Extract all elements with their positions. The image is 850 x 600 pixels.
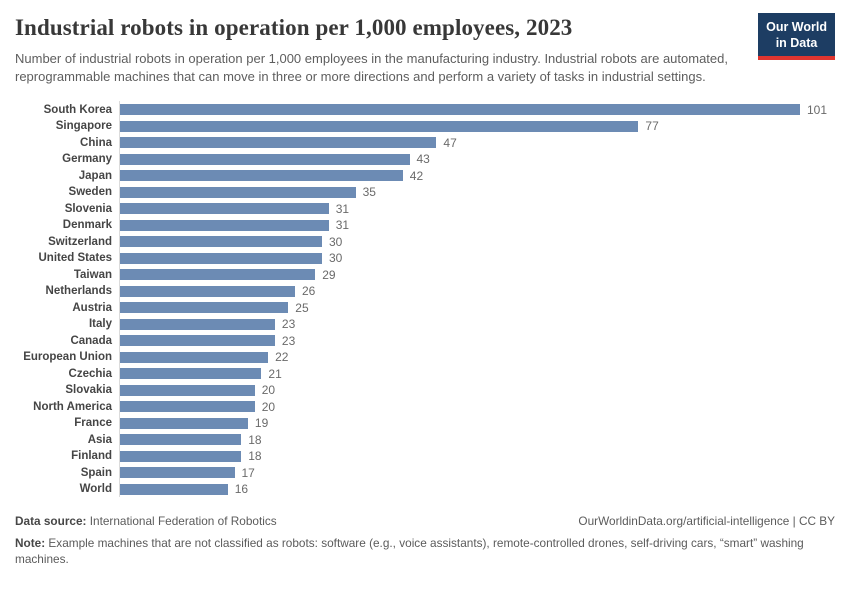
owid-logo-line1: Our World — [766, 20, 827, 34]
bar-area — [119, 398, 835, 415]
bar-area — [119, 266, 835, 283]
owid-logo[interactable] — [758, 13, 835, 60]
value-label: 17 — [241, 465, 255, 480]
value-label: 35 — [362, 185, 376, 200]
bar-area — [119, 365, 835, 382]
bar[interactable] — [120, 137, 436, 148]
category-label: Switzerland — [48, 235, 112, 248]
bar-row — [15, 464, 835, 481]
value-label: 29 — [322, 267, 336, 282]
bar-row — [15, 118, 835, 135]
bar-area — [119, 118, 835, 135]
value-label: 77 — [645, 119, 659, 134]
bar-row — [15, 316, 835, 333]
value-label: 22 — [275, 350, 289, 365]
category-label: Taiwan — [73, 268, 112, 281]
value-label: 101 — [807, 102, 828, 117]
bar-area — [119, 184, 835, 201]
bar[interactable] — [120, 121, 638, 132]
category-label: Asia — [87, 433, 112, 446]
bar-row — [15, 365, 835, 382]
bar[interactable] — [120, 467, 235, 478]
bar-row — [15, 134, 835, 151]
category-label: Italy — [88, 318, 112, 331]
bar-row — [15, 415, 835, 432]
owid-url-link[interactable]: OurWorldinData.org/artificial-intelligence | CC BY — [578, 514, 835, 529]
bar-row — [15, 151, 835, 168]
bar[interactable] — [120, 352, 268, 363]
bar-row — [15, 101, 835, 118]
category-label: Singapore — [55, 120, 112, 133]
category-label: China — [80, 136, 112, 149]
bar-row — [15, 299, 835, 316]
category-label: European Union — [23, 351, 112, 364]
bar-area — [119, 332, 835, 349]
footer-top — [15, 513, 835, 529]
bar[interactable] — [120, 401, 255, 412]
category-label: Spain — [80, 466, 112, 479]
category-label: Austria — [72, 301, 112, 314]
category-label: Finland — [71, 450, 112, 463]
bar[interactable] — [120, 451, 241, 462]
bar-area — [119, 299, 835, 316]
category-label: Netherlands — [45, 285, 112, 298]
value-label: 47 — [443, 135, 457, 150]
bar-row — [15, 349, 835, 366]
bar-row — [15, 184, 835, 201]
value-label: 42 — [409, 168, 424, 183]
bar[interactable] — [120, 319, 275, 330]
bar-area — [119, 481, 835, 498]
category-label: Slovenia — [64, 202, 112, 215]
bar-row — [15, 481, 835, 498]
value-label: 30 — [329, 234, 343, 249]
bar-row — [15, 233, 835, 250]
footer-note — [15, 535, 805, 568]
bar-area — [119, 167, 835, 184]
bar-row — [15, 283, 835, 300]
bar-area — [119, 250, 835, 267]
bar-area — [119, 431, 835, 448]
value-label: 23 — [281, 333, 296, 348]
bar-area — [119, 200, 835, 217]
category-label: Germany — [62, 153, 112, 166]
bar[interactable] — [120, 187, 356, 198]
value-label: 30 — [329, 251, 343, 266]
bar-row — [15, 200, 835, 217]
bar-row — [15, 398, 835, 415]
bar-area — [119, 283, 835, 300]
value-label: 26 — [302, 284, 316, 299]
value-label: 23 — [281, 317, 296, 332]
bar[interactable] — [120, 170, 403, 181]
note-label: Note: — [15, 535, 46, 550]
bar-row — [15, 332, 835, 349]
bar[interactable] — [120, 434, 241, 445]
category-label: Denmark — [62, 219, 112, 232]
bar[interactable] — [120, 484, 228, 495]
page-title: Industrial robots in operation per 1,000 employees, 2023 — [15, 15, 573, 40]
bar-row — [15, 250, 835, 267]
bar[interactable] — [120, 368, 261, 379]
bar[interactable] — [120, 269, 315, 280]
bar-row — [15, 266, 835, 283]
bar[interactable] — [120, 418, 248, 429]
bar-area — [119, 382, 835, 399]
owid-logo-line2: in Data — [775, 35, 818, 50]
bar-rows — [15, 101, 835, 497]
bar-area — [119, 217, 835, 234]
bar-row — [15, 167, 835, 184]
category-label: Sweden — [68, 186, 112, 199]
value-label: 18 — [248, 449, 262, 464]
category-label: World — [79, 483, 112, 496]
note-value: Example machines that are not classified as robots: software (e.g., voice assistants), remote-controlled drones, self-driving cars, “smart” washing machines. — [15, 535, 804, 566]
bar-row — [15, 448, 835, 465]
bar-area — [119, 233, 835, 250]
value-label: 16 — [234, 482, 249, 497]
data-source-label: Data source: — [15, 514, 87, 529]
bar-row — [15, 382, 835, 399]
chart-footer — [15, 513, 835, 567]
category-label: United States — [38, 252, 112, 265]
value-label: 20 — [261, 399, 276, 414]
bar[interactable] — [120, 335, 275, 346]
bar-area — [119, 464, 835, 481]
value-label: 25 — [295, 300, 309, 315]
value-label: 43 — [416, 152, 430, 167]
data-source-value: International Federation of Robotics — [86, 514, 277, 529]
bar-area — [119, 349, 835, 366]
category-label: Canada — [70, 334, 112, 347]
bar[interactable] — [120, 286, 295, 297]
bar-row — [15, 431, 835, 448]
bar-area — [119, 448, 835, 465]
chart-header — [15, 13, 835, 85]
chart-subtitle: Number of industrial robots in operation per 1,000 employees in the manufacturing industry. Industrial robots are automated, reprogrammable machines that can move in three or more directions and perform a variety of tasks in industrial settings. — [15, 51, 728, 84]
bar[interactable] — [120, 203, 329, 214]
bar[interactable] — [120, 104, 800, 115]
value-label: 19 — [254, 416, 269, 431]
value-label: 18 — [248, 432, 262, 447]
value-label: 31 — [335, 218, 350, 233]
value-label: 20 — [261, 383, 276, 398]
header-text — [15, 13, 746, 85]
bar-area — [119, 134, 835, 151]
category-label: Slovakia — [65, 384, 112, 397]
bar-row — [15, 217, 835, 234]
bar-area — [119, 316, 835, 333]
category-label: Czechia — [68, 367, 112, 380]
bar-area — [119, 151, 835, 168]
category-label: Japan — [78, 169, 112, 182]
bar-chart — [15, 101, 835, 497]
bar[interactable] — [120, 253, 322, 264]
bar[interactable] — [120, 154, 410, 165]
bar-area — [119, 101, 835, 118]
category-label: North America — [33, 400, 112, 413]
value-label: 31 — [335, 201, 350, 216]
value-label: 21 — [268, 366, 282, 381]
category-label: South Korea — [43, 103, 112, 116]
bar[interactable] — [120, 220, 329, 231]
bar[interactable] — [120, 236, 322, 247]
category-label: France — [74, 417, 112, 430]
bar[interactable] — [120, 302, 288, 313]
bar-area — [119, 415, 835, 432]
data-source — [15, 513, 277, 529]
bar[interactable] — [120, 385, 255, 396]
